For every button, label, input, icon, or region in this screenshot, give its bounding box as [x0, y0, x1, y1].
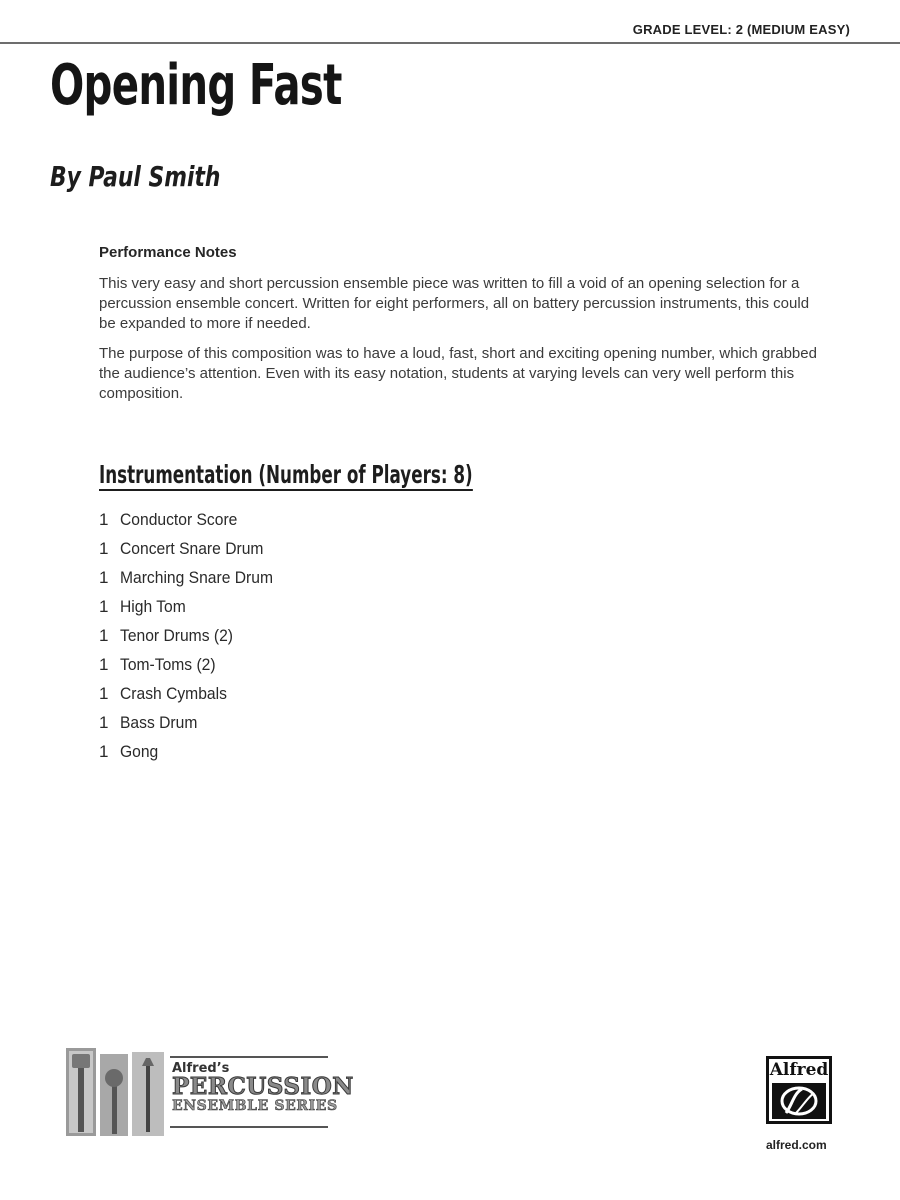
instrument-qty: 1	[99, 568, 109, 587]
instrument-name: Crash Cymbals	[120, 684, 227, 703]
instrumentation-heading: Instrumentation (Number of Players: 8)	[99, 460, 473, 489]
instrument-item	[99, 737, 286, 766]
instrument-qty: 1	[99, 713, 109, 732]
instrument-item	[99, 563, 286, 592]
instrument-name: Tom-Toms (2)	[120, 655, 216, 674]
alfred-publisher-logo	[766, 1056, 832, 1124]
series-ensemble-label: ENSEMBLE SERIES	[172, 1098, 338, 1114]
instrument-qty: 1	[99, 597, 109, 616]
instrument-item	[99, 505, 286, 534]
series-rule-top	[170, 1056, 328, 1058]
grade-level: GRADE LEVEL: 2 (MEDIUM EASY)	[632, 22, 850, 37]
instrument-item	[99, 708, 286, 737]
instrument-item	[99, 679, 286, 708]
instrument-qty: 1	[99, 655, 109, 674]
series-percussion-label: PERCUSSION	[172, 1073, 354, 1100]
instrument-item	[99, 650, 286, 679]
instrument-name: Bass Drum	[120, 713, 198, 732]
instrument-qty: 1	[99, 742, 109, 761]
series-alfreds-label: Alfred’s	[172, 1061, 230, 1076]
instrument-name: Conductor Score	[120, 510, 238, 529]
notes-paragraph: This very easy and short percussion ensemble piece was written to fill a void of an opening selection for a percussion ensemble concert. Written for eight performers, all on battery percussion instruments, this could be expanded to more if needed.	[99, 275, 810, 332]
instrument-qty: 1	[99, 539, 109, 558]
percussion-series-logo	[62, 1044, 354, 1140]
instrument-name: Tenor Drums (2)	[120, 626, 233, 645]
instrument-qty: 1	[99, 684, 109, 703]
alfred-logo-text: Alfred	[769, 1060, 829, 1080]
instrument-name: Concert Snare Drum	[120, 539, 264, 558]
performance-notes-body	[99, 274, 819, 414]
percussion-instruments-icon	[62, 1044, 170, 1140]
instrument-name: Marching Snare Drum	[120, 568, 273, 587]
instrument-item	[99, 621, 286, 650]
composer-byline: By Paul Smith	[50, 160, 221, 193]
instrumentation-list	[99, 505, 286, 766]
performance-notes-heading: Performance Notes	[99, 244, 237, 261]
header-rule	[0, 42, 900, 44]
instrument-name: High Tom	[120, 597, 186, 616]
instrument-qty: 1	[99, 626, 109, 645]
instrument-item	[99, 592, 286, 621]
instrument-qty: 1	[99, 510, 109, 529]
instrument-item	[99, 534, 286, 563]
series-rule-bottom	[170, 1126, 328, 1128]
series-text-block	[172, 1061, 354, 1114]
publisher-url: alfred.com	[766, 1138, 827, 1152]
instrument-name: Gong	[120, 742, 159, 761]
piece-title: Opening Fast	[50, 53, 342, 118]
alfred-emblem-icon	[772, 1083, 826, 1119]
notes-paragraph: The purpose of this composition was to have a loud, fast, short and exciting opening number, which grabbed the audience’s attention. Even with its easy notation, students at varying levels can very well perform this composition.	[99, 345, 817, 402]
